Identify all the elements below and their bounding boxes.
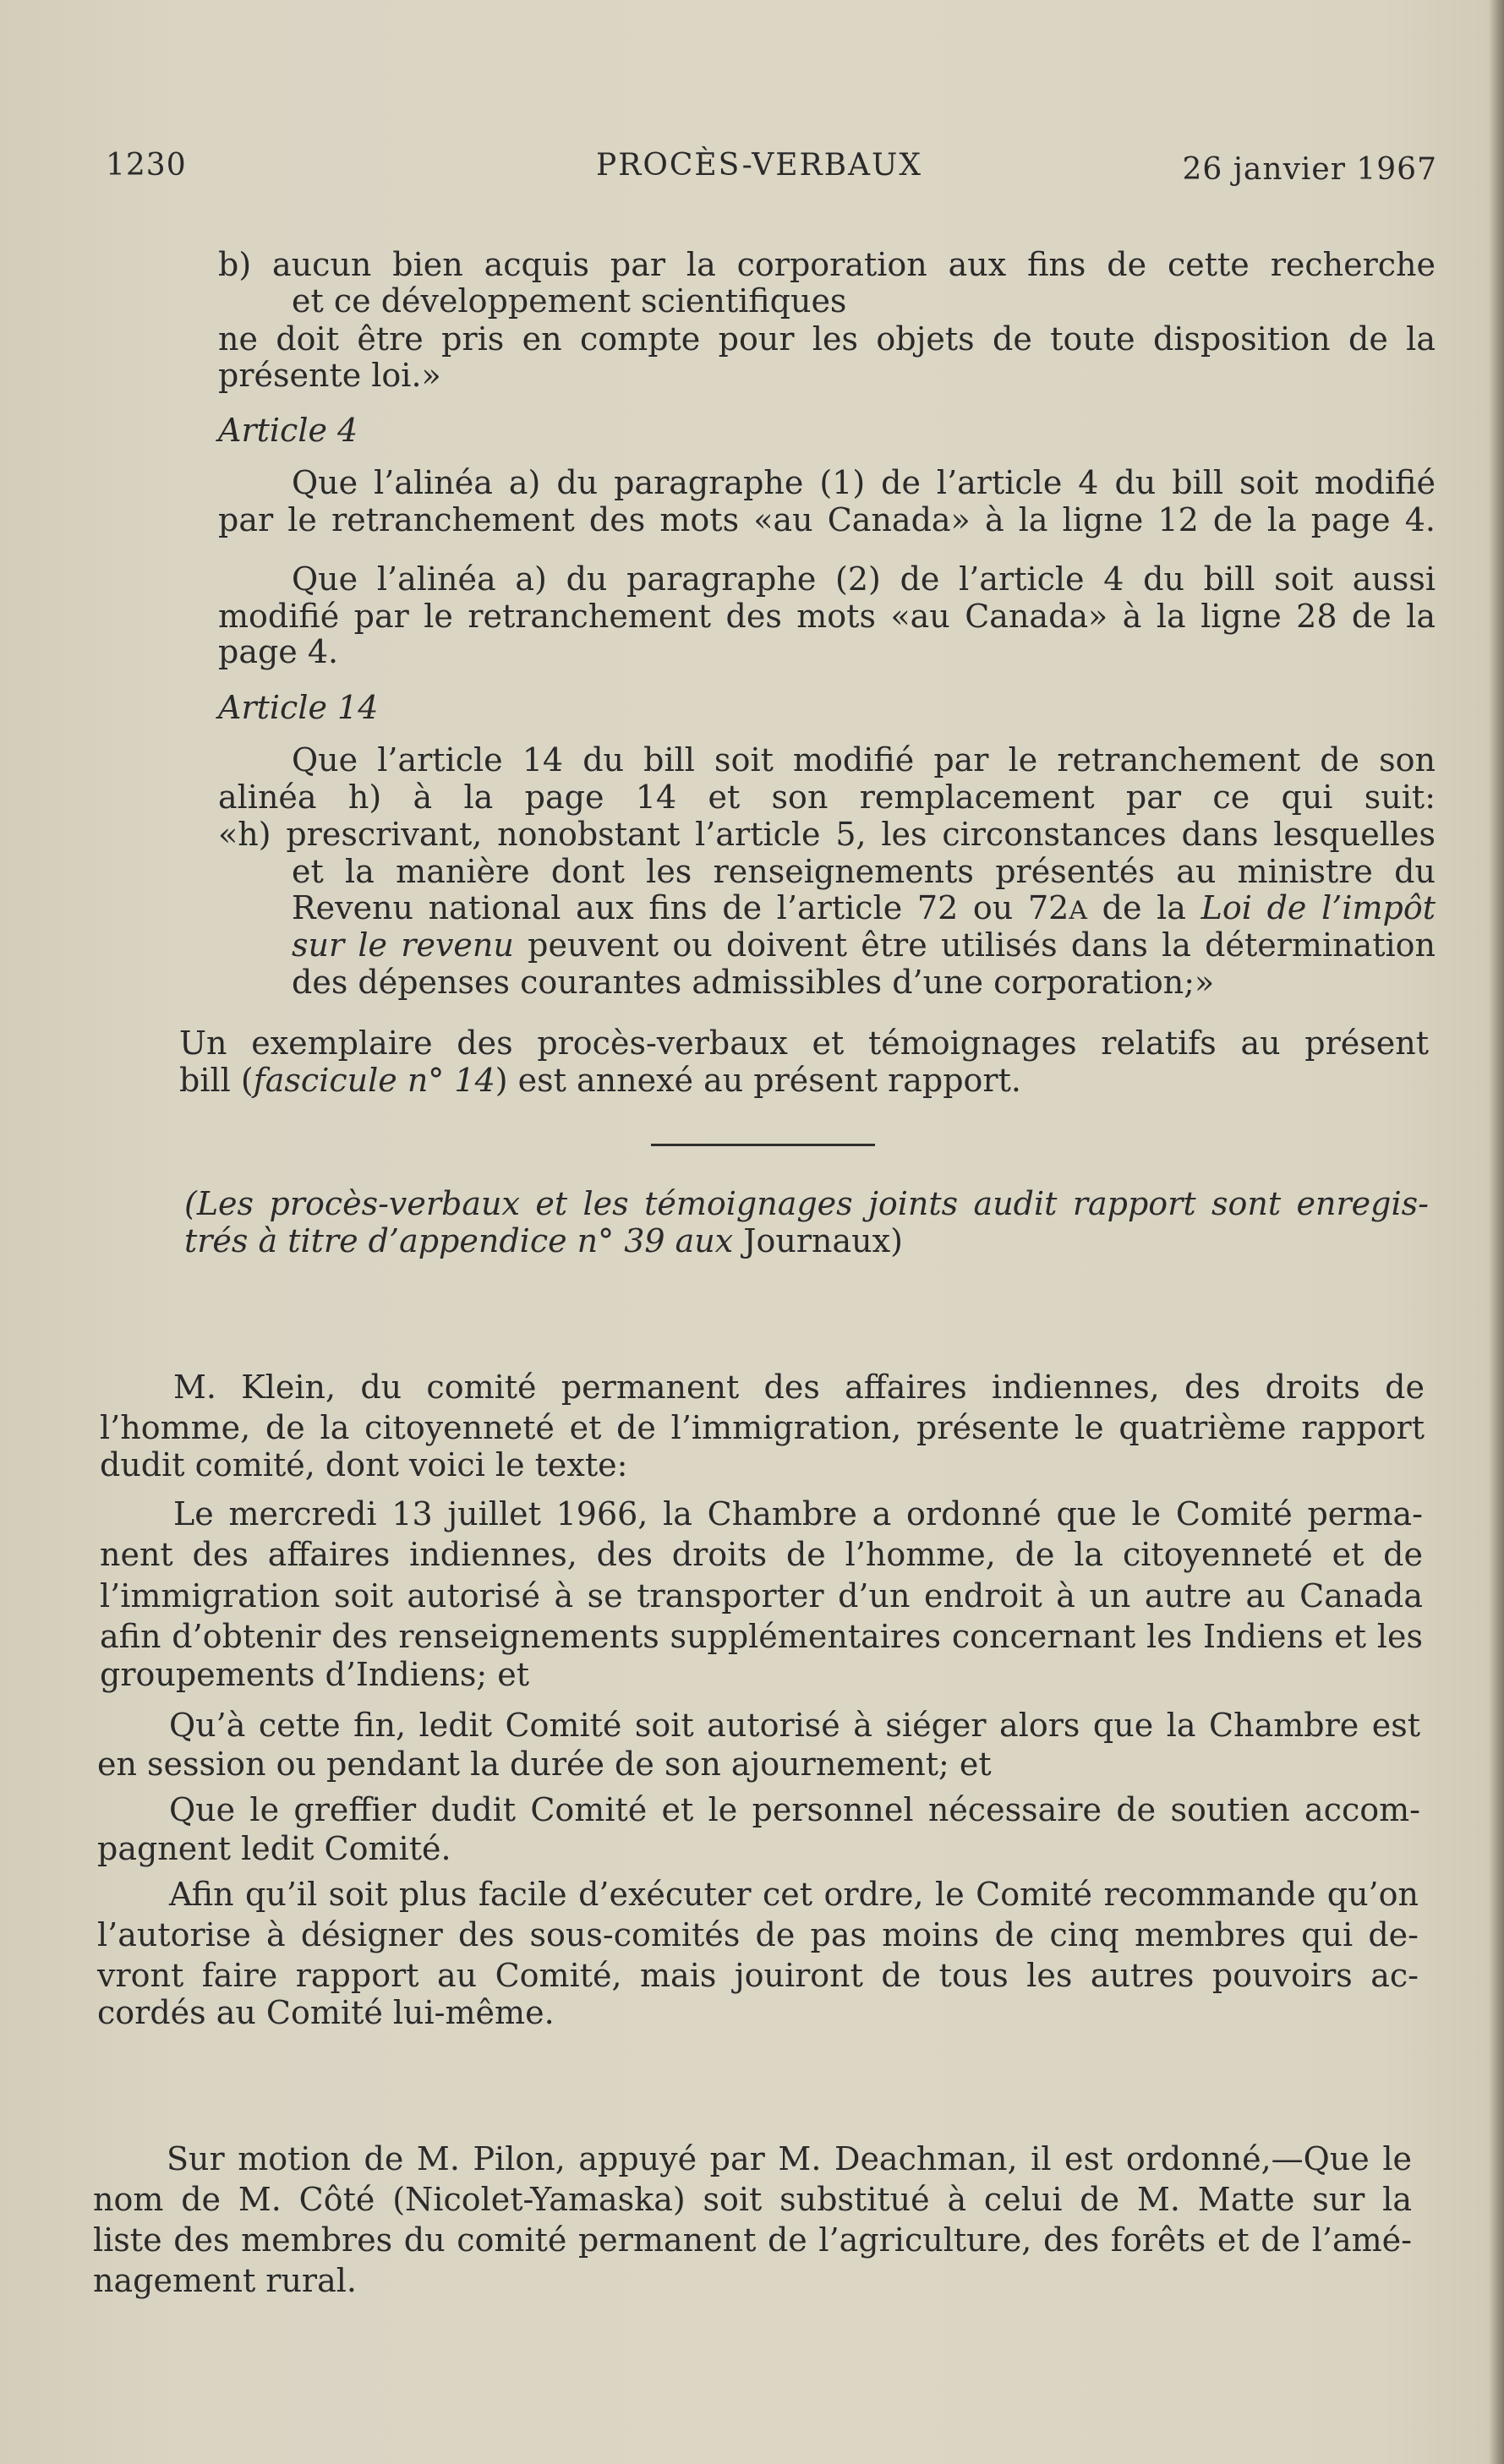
text-line (292, 927, 1436, 964)
text-line: afin d’obtenir des renseignements supplémentaires concernant les Indiens et les (100, 1618, 1423, 1655)
text-line: Que l’alinéa a) du paragraphe (1) de l’article 4 du bill soit modifié (292, 464, 1436, 501)
text-line: l’homme, de la citoyenneté et de l’immigration, présente le quatrième rapport (100, 1409, 1425, 1446)
text-line: groupements d’Indiens; et (100, 1656, 529, 1693)
text-line (179, 1063, 1021, 1099)
text-line: l’immigration soit autorisé à se transporter d’un endroit à un autre au Canada (100, 1577, 1423, 1614)
text-line: Qu’à cette fin, ledit Comité soit autorisé à siéger alors que la Chambre est (169, 1707, 1420, 1744)
text-line (184, 1223, 903, 1259)
italic-span: sur le revenu (292, 926, 514, 964)
text-line: alinéa h) à la page 14 et son remplacement par ce qui suit: (218, 779, 1436, 816)
text-line: ne doit être pris en compte pour les objets de toute disposition de la (218, 320, 1436, 358)
italic-span: trés à titre d’appendice n° 39 aux (184, 1222, 734, 1259)
italic-span: Loi de l’impôt (1200, 889, 1436, 926)
text-line: Le mercredi 13 juillet 1966, la Chambre a ordonné que le Comité perma- (173, 1495, 1423, 1532)
page-title: PROCÈS-VERBAUX (596, 148, 922, 183)
text-line: (Les procès-verbaux et les témoignages joints audit rapport sont enregis- (184, 1185, 1429, 1222)
text-line: Que le greffier dudit Comité et le personnel nécessaire de soutien accom- (169, 1791, 1420, 1828)
small-caps-span: A (1069, 896, 1087, 926)
text-span: de la (1086, 889, 1201, 926)
page-number: 1230 (106, 148, 187, 183)
text-span: peuvent ou doivent être utilisés dans la détermination (513, 926, 1436, 964)
text-line: et la manière dont les renseignements présentés au ministre du (292, 853, 1436, 890)
text-line: Sur motion de M. Pilon, appuyé par M. Deachman, il est ordonné,—Que le (167, 2140, 1412, 2177)
text-line: cordés au Comité lui-même. (97, 1994, 555, 2031)
text-span: Revenu national aux fins de l’article 72 ou 72 (292, 889, 1069, 926)
text-line: Un exemplaire des procès-verbaux et témoignages relatifs au présent (179, 1024, 1429, 1062)
text-line: Afin qu’il soit plus facile d’exécuter cet ordre, le Comité recommande qu’on (169, 1876, 1419, 1913)
text-line: par le retranchement des mots «au Canada» à la ligne 12 de la page 4. (218, 501, 1436, 538)
text-line: b) aucun bien acquis par la corporation aux fins de cette recherche (218, 246, 1436, 283)
text-line: Que l’alinéa a) du paragraphe (2) de l’article 4 du bill soit aussi (292, 560, 1436, 598)
text-line: nent des affaires indiennes, des droits de l’homme, de la citoyenneté et de (100, 1536, 1423, 1573)
text-line: page 4. (218, 633, 339, 670)
italic-span: fascicule n° 14 (253, 1062, 495, 1099)
text-line: vront faire rapport au Comité, mais jouiront de tous les autres pouvoirs ac- (97, 1957, 1419, 1994)
text-line (292, 890, 1436, 929)
text-line: dudit comité, dont voici le texte: (100, 1446, 628, 1483)
text-span: Journaux) (733, 1222, 903, 1259)
page-date: 26 janvier 1967 (1182, 152, 1437, 187)
text-line: «h) prescrivant, nonobstant l’article 5, les circonstances dans lesquelles (218, 816, 1436, 853)
text-span: bill ( (179, 1062, 254, 1099)
page-edge-shadow (1489, 0, 1504, 2464)
text-line: modifié par le retranchement des mots «au Canada» à la ligne 28 de la (218, 598, 1436, 635)
text-line: et ce développement scientifiques (292, 282, 847, 320)
text-line: M. Klein, du comité permanent des affaires indiennes, des droits de (173, 1369, 1425, 1406)
page-header (106, 148, 1437, 199)
text-line: nom de M. Côté (Nicolet-Yamaska) soit substitué à celui de M. Matte sur la (93, 2181, 1412, 2218)
section-heading: Article 14 (218, 689, 379, 726)
text-line: pagnent ledit Comité. (97, 1830, 451, 1867)
text-line: nagement rural. (93, 2262, 357, 2299)
text-line: des dépenses courantes admissibles d’une corporation;» (292, 964, 1215, 1001)
text-line: Que l’article 14 du bill soit modifié par le retranchement de son (292, 741, 1436, 779)
section-heading: Article 4 (218, 412, 358, 449)
text-span: ) est annexé au présent rapport. (495, 1062, 1021, 1099)
divider-rule (651, 1144, 875, 1146)
text-line: en session ou pendant la durée de son ajournement; et (97, 1746, 992, 1783)
text-line: l’autorise à désigner des sous-comités de pas moins de cinq membres qui de- (97, 1916, 1419, 1953)
text-line: liste des membres du comité permanent de l’agriculture, des forêts et de l’amé- (93, 2221, 1412, 2259)
text-line: présente loi.» (218, 357, 441, 394)
